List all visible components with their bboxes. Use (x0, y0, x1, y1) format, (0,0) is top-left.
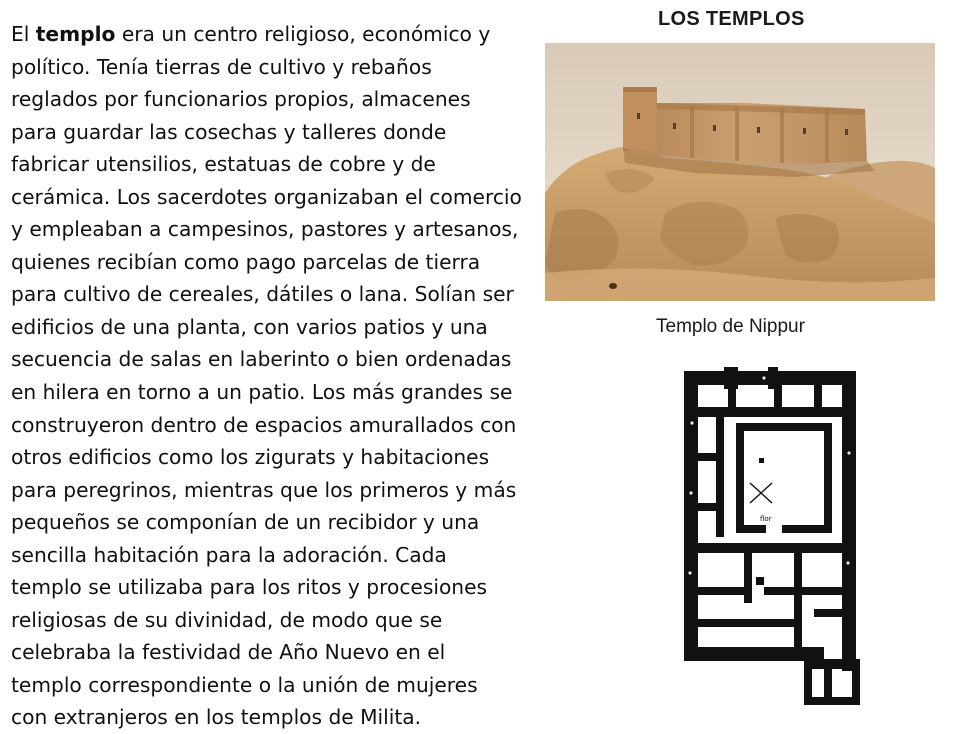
paragraph-line (11, 18, 571, 51)
paragraph-line: pequeños se componían de un recibidor y una (11, 510, 480, 535)
paragraph-line: otros edificios como los zigurats y habitaciones (11, 445, 490, 470)
paragraph-line: celebraba la festividad de Año Nuevo en el (11, 640, 446, 665)
line-text: El (11, 22, 36, 46)
paragraph-line: con extranjeros en los templos de Milita. (11, 705, 422, 730)
paragraph-line: templo se utilizaba para los ritos y procesiones (11, 575, 488, 600)
paragraph-line: para peregrinos, mientras que los primeros y más (11, 477, 517, 502)
photo-caption: Templo de Nippur (656, 316, 805, 337)
paragraph-line: reglados por funcionarios propios, almacenes (11, 87, 471, 112)
paragraph-line: en hilera en torno a un patio. Los más grandes se (11, 380, 513, 405)
body-paragraph (11, 18, 571, 734)
paragraph-line: político. Tenía tierras de cultivo y rebaños (11, 54, 432, 79)
paragraph-line: templo correspondiente o la unión de mujeres (11, 672, 478, 697)
svg-text:flor: flor (760, 515, 772, 523)
bold-term: templo (35, 22, 116, 46)
paragraph-line: quienes recibían como pago parcelas de tierra (11, 249, 481, 274)
paragraph-line: religiosas de su divinidad, de modo que se (11, 607, 443, 632)
paragraph-line: secuencia de salas en laberinto o bien ordenadas (11, 347, 512, 372)
paragraph-line: fabricar utensilios, estatuas de cobre y de (11, 152, 436, 177)
paragraph-line: edificios de una planta, con varios patios y una (11, 314, 488, 339)
line-text: era un centro religioso, económico y (115, 22, 491, 46)
paragraph-line: construyeron dentro de espacios amurallados con (11, 412, 517, 437)
paragraph-line: sencilla habitación para la adoración. Cada (11, 542, 447, 567)
paragraph-line: para cultivo de cereales, dátiles o lana. Solían ser (11, 282, 514, 307)
slide-title: LOS TEMPLOS (658, 8, 805, 30)
temple-floor-plan (664, 363, 864, 715)
paragraph-line: para guardar las cosechas y talleres donde (11, 119, 447, 144)
paragraph-line: cerámica. Los sacerdotes organizaban el comercio (11, 184, 522, 209)
temple-photo (545, 43, 935, 301)
paragraph-line: y empleaban a campesinos, pastores y artesanos, (11, 217, 519, 242)
